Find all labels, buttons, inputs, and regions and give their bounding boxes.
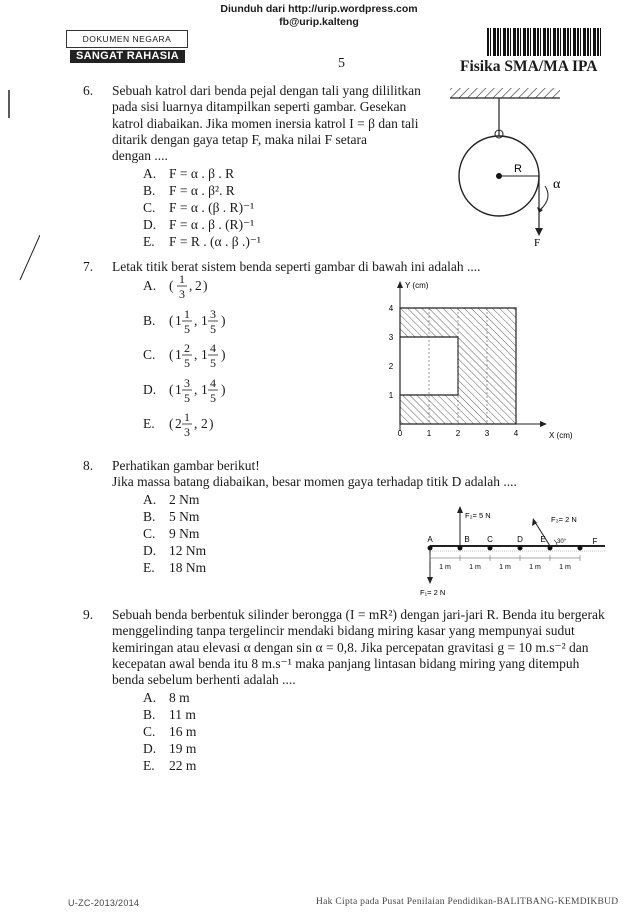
q9-line: Sebuah benda berbentuk silinder berongga (I = mR²) dengan jari-jari R. Benda itu bergerak <box>112 607 605 622</box>
point-b <box>458 546 463 551</box>
q9-text <box>112 607 607 688</box>
option-comma: , <box>189 278 193 293</box>
option-whole: 1 <box>175 347 182 362</box>
option-whole: 2 <box>175 416 182 431</box>
fraction-num: 1 <box>184 307 190 321</box>
option-text: 18 Nm <box>169 560 207 575</box>
point-f <box>578 546 583 551</box>
q7-number: 7. <box>83 259 94 274</box>
option-letter: A. <box>143 690 157 705</box>
option-letter: A. <box>143 492 157 507</box>
point-label: B <box>464 535 470 544</box>
q8-option-b[interactable] <box>143 508 206 525</box>
footer-code: U-ZC-2013/2014 <box>68 898 140 908</box>
option-letter: B. <box>143 707 156 722</box>
option-text: F = α . β . (R)⁻¹ <box>169 217 255 232</box>
q9-options <box>143 689 196 774</box>
point-label: D <box>517 535 523 544</box>
subject-title: Fisika SMA/MA IPA <box>460 58 598 75</box>
spacing-label: 1 m <box>529 564 541 571</box>
fraction-den: 5 <box>210 356 216 370</box>
point-a <box>428 546 433 551</box>
radius-label: R <box>514 163 522 175</box>
source-url[interactable]: Diunduh dari http://urip.wordpress.com <box>220 3 418 15</box>
x-tick: 2 <box>455 429 461 438</box>
option-paren: ( <box>169 382 174 397</box>
point-e <box>548 546 553 551</box>
option-second-whole: 1 <box>201 313 208 328</box>
fraction-den: 3 <box>184 425 190 439</box>
q6-line: Sebuah katrol dari benda pejal dengan tali yang dililitkan <box>112 83 421 98</box>
x-axis-label: X (cm) <box>549 431 573 440</box>
ceiling-hatch <box>450 88 560 98</box>
alpha-label: α <box>553 177 561 192</box>
q9-line: kecepatan awal benda itu 8 m.s⁻¹ maka panjang lintasan bidang miring yang ditempuh <box>112 655 580 671</box>
q9-option-e[interactable] <box>143 757 196 774</box>
q6-options <box>143 165 261 250</box>
x-tick: 1 <box>426 429 432 438</box>
q6-option-e[interactable] <box>143 233 261 250</box>
margin-marks <box>0 90 40 290</box>
option-letter: D. <box>143 217 157 232</box>
option-text: 22 m <box>169 758 197 773</box>
fraction-den: 5 <box>210 391 216 405</box>
option-paren: ( <box>169 313 174 328</box>
option-letter: D. <box>143 382 157 397</box>
option-text: 2 Nm <box>169 492 200 507</box>
option-paren: ) <box>203 278 208 293</box>
fraction-num: 4 <box>210 341 216 355</box>
fraction-num: 3 <box>184 376 190 390</box>
option-letter: E. <box>143 234 155 249</box>
y-tick: 2 <box>388 362 394 371</box>
option-text: 19 m <box>169 741 197 756</box>
q6-line: katrol diabaikan. Jika momen inersia katrol I = β dan tali <box>112 115 419 131</box>
option-second: 2 <box>195 278 202 293</box>
option-text: 16 m <box>169 724 197 739</box>
option-paren: ( <box>169 347 174 362</box>
spacing-label: 1 m <box>559 564 571 571</box>
x-tick: 4 <box>513 429 519 438</box>
q8-option-c[interactable] <box>143 525 206 542</box>
option-second-whole: 1 <box>201 382 208 397</box>
option-letter: D. <box>143 741 157 756</box>
q9-line: menggelinding tanpa tergelincir mendaki bidang miring kasar yang mempunyai sudut <box>112 623 575 639</box>
option-comma: , <box>194 347 198 362</box>
fraction-num: 1 <box>179 272 185 286</box>
source-facebook: fb@urip.kalteng <box>279 16 359 28</box>
option-letter: B. <box>143 313 156 328</box>
footer-copyright: Hak Cipta pada Pusat Penilaian Pendidikan-BALITBANG-KEMDIKBUD <box>316 897 619 907</box>
option-text: F = α . β². R <box>169 183 235 198</box>
q7-options <box>143 270 253 440</box>
page-number: 5 <box>338 56 345 71</box>
q8-option-d[interactable] <box>143 542 206 559</box>
option-comma: , <box>194 313 198 328</box>
q6-line: dengan .... <box>112 148 168 164</box>
fraction-den: 5 <box>184 391 190 405</box>
q6-pulley-figure <box>445 86 595 246</box>
q7-option-c[interactable] <box>143 341 226 370</box>
point-c <box>488 546 493 551</box>
option-letter: E. <box>143 560 155 575</box>
option-text: F = α . (β . R)⁻¹ <box>169 200 255 215</box>
q8-beam-figure <box>415 500 615 600</box>
option-letter: B. <box>143 183 156 198</box>
option-letter: E. <box>143 416 155 431</box>
option-letter: C. <box>143 724 156 739</box>
y-axis-label: Y (cm) <box>405 281 429 290</box>
q6-line: pada sisi luarnya ditampilkan seperti gambar. Gesekan <box>112 99 407 115</box>
option-paren: ) <box>221 313 226 328</box>
option-text: 5 Nm <box>169 509 200 524</box>
q6-option-c[interactable] <box>143 199 261 216</box>
q9-option-a[interactable] <box>143 689 196 706</box>
x-tick: 0 <box>397 429 403 438</box>
option-letter: E. <box>143 758 155 773</box>
f2-label: F₂= 5 N <box>465 511 491 520</box>
option-text: F = R . (α . β .)⁻¹ <box>169 234 261 249</box>
fraction-den: 5 <box>184 356 190 370</box>
q8-options <box>143 491 206 576</box>
spacing-label: 1 m <box>469 564 481 571</box>
option-text: 9 Nm <box>169 526 200 541</box>
q9-line: benda sebelum berhenti adalah .... <box>112 672 296 688</box>
option-paren: ) <box>221 382 226 397</box>
q6-number: 6. <box>83 83 94 98</box>
y-tick: 4 <box>388 304 394 313</box>
option-letter: C. <box>143 526 156 541</box>
option-letter: A. <box>143 278 157 293</box>
q7-option-b[interactable] <box>143 307 226 336</box>
f1-label: F₁= 2 N <box>420 588 446 597</box>
option-letter: D. <box>143 543 157 558</box>
fraction-num: 2 <box>184 341 190 355</box>
point-label: E <box>540 535 546 544</box>
option-letter: C. <box>143 347 156 362</box>
q8-option-a[interactable] <box>143 491 206 508</box>
option-second: 2 <box>201 416 208 431</box>
option-whole: 1 <box>175 382 182 397</box>
option-whole: 1 <box>175 313 182 328</box>
q8-option-e[interactable] <box>143 559 206 576</box>
point-d <box>518 546 523 551</box>
option-paren: ( <box>169 416 174 431</box>
f3-label: F₃= 2 N <box>551 515 577 524</box>
q6-option-d[interactable] <box>143 216 261 233</box>
q6-text <box>112 83 430 164</box>
angle-label: 30° <box>557 539 567 545</box>
q6-line: ditarik dengan gaya tetap F, maka nilai F setara <box>112 131 367 147</box>
q9-option-c[interactable] <box>143 723 196 740</box>
q9-number: 9. <box>83 607 94 622</box>
fraction-den: 5 <box>210 322 216 336</box>
dokumen-negara-label: DOKUMEN NEGARA <box>66 30 188 48</box>
q6-option-b[interactable] <box>143 182 261 199</box>
q8-line: Jika massa batang diabaikan, besar momen gaya terhadap titik D adalah .... <box>112 474 517 490</box>
sangat-rahasia-badge: SANGAT RAHASIA <box>70 50 185 63</box>
fraction-num: 4 <box>210 376 216 390</box>
barcode-icon <box>487 28 602 56</box>
fraction-num: 3 <box>210 307 216 321</box>
fraction-num: 1 <box>184 410 190 424</box>
option-paren: ) <box>221 347 226 362</box>
point-label: C <box>487 535 493 544</box>
option-second-whole: 1 <box>201 347 208 362</box>
q9-line: kemiringan atau elevasi α dengan sin α = 0,8. Jika percepatan gravitasi g = 10 m.s⁻² dan <box>112 639 589 655</box>
y-tick: 3 <box>388 333 394 342</box>
option-paren: ( <box>169 278 174 293</box>
y-tick: 1 <box>388 391 394 400</box>
force-label: F <box>534 237 541 246</box>
option-letter: A. <box>143 166 157 181</box>
q8-line: Perhatikan gambar berikut! <box>112 458 260 473</box>
q7-center-of-mass-figure <box>375 276 575 446</box>
q8-text <box>112 458 517 491</box>
spacing-label: 1 m <box>439 564 451 571</box>
option-text: 12 Nm <box>169 543 207 558</box>
q7-option-a[interactable] <box>143 272 208 301</box>
point-label: F <box>592 537 598 546</box>
option-text: F = α . β . R <box>169 166 235 181</box>
q9-option-b[interactable] <box>143 706 196 723</box>
x-tick: 3 <box>484 429 490 438</box>
option-comma: , <box>194 382 198 397</box>
q7-option-d[interactable] <box>143 376 226 405</box>
fraction-den: 5 <box>184 322 190 336</box>
q7-option-e[interactable] <box>143 410 214 439</box>
fraction-den: 3 <box>179 287 185 301</box>
option-comma: , <box>194 416 198 431</box>
option-letter: B. <box>143 509 156 524</box>
spacing-label: 1 m <box>499 564 511 571</box>
q9-option-d[interactable] <box>143 740 196 757</box>
option-text: 8 m <box>169 690 190 705</box>
point-label: A <box>427 535 433 544</box>
option-text: 11 m <box>169 707 196 722</box>
q6-option-a[interactable] <box>143 165 261 182</box>
option-letter: C. <box>143 200 156 215</box>
option-paren: ) <box>209 416 214 431</box>
q8-number: 8. <box>83 458 94 473</box>
q7-text: Letak titik berat sistem benda seperti gambar di bawah ini adalah .... <box>112 259 481 274</box>
